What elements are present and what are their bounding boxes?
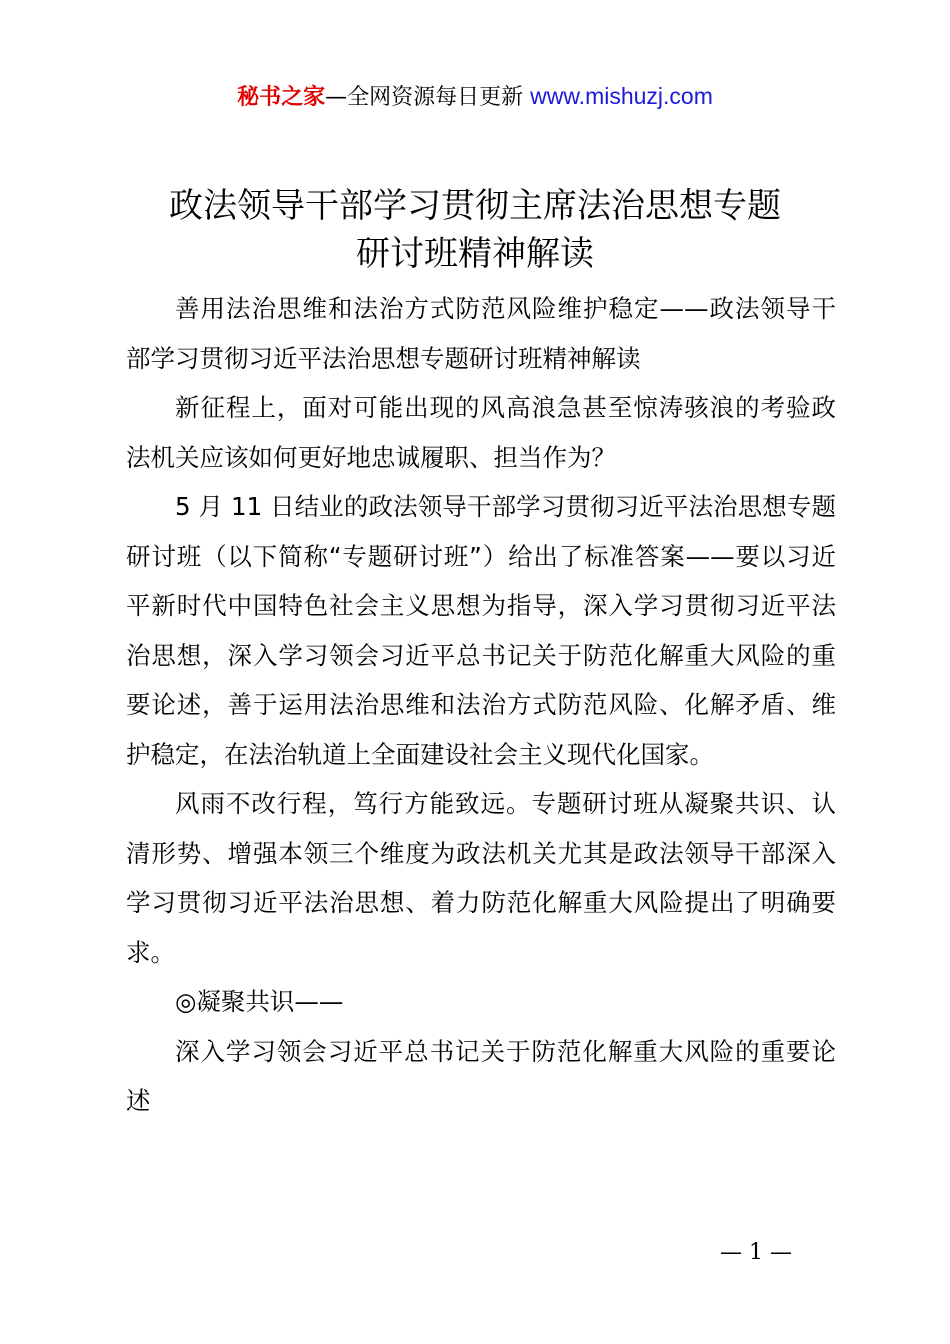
paragraph: 新征程上，面对可能出现的风高浪急甚至惊涛骇浪的考验政法机关应该如何更好地忠诚履职、担当作为？ [126,393,836,472]
section-heading: ◎凝聚共识—— [175,987,344,1016]
paragraph: 深入学习领会习近平总书记关于防范化解重大风险的重要论述 [126,1036,836,1115]
header-tagline: —全网资源每日更新 [325,85,531,110]
paragraph: 5 月 11 日结业的政法领导干部学习贯彻习近平法治思想专题研讨班（以下简称“专题研讨班”）给出了标准答案——要以习近平新时代中国特色社会主义思想为指导，深入学习贯彻习近平法治思想，深入学习领会习近平总书记关于防范化解重大风险的重要论述，善于运用法治思维和法治方式防范风险、化解矛盾、维护稳定，在法治轨道上全面建设社会主义现代化国家。 [126,492,836,769]
site-url-link[interactable]: www.mishuzj.com [530,83,713,109]
title-line-1: 政法领导干部学习贯彻主席法治思想专题 [169,186,781,226]
document-title [80,182,870,278]
page-number: — 1 — [720,1240,792,1265]
title-line-2: 研讨班精神解读 [356,234,594,274]
brand-name: 秘书之家 [237,85,326,110]
document-body [126,284,836,1126]
site-header [0,80,950,114]
paragraph-subtitle: 善用法治思维和法治方式防范风险维护稳定——政法领导干部学习贯彻习近平法治思想专题研讨班精神解读 [126,294,836,373]
paragraph: 风雨不改行程，笃行方能致远。专题研讨班从凝聚共识、认清形势、增强本领三个维度为政法机关尤其是政法领导干部深入学习贯彻习近平法治思想、着力防范化解重大风险提出了明确要求。 [126,789,836,967]
